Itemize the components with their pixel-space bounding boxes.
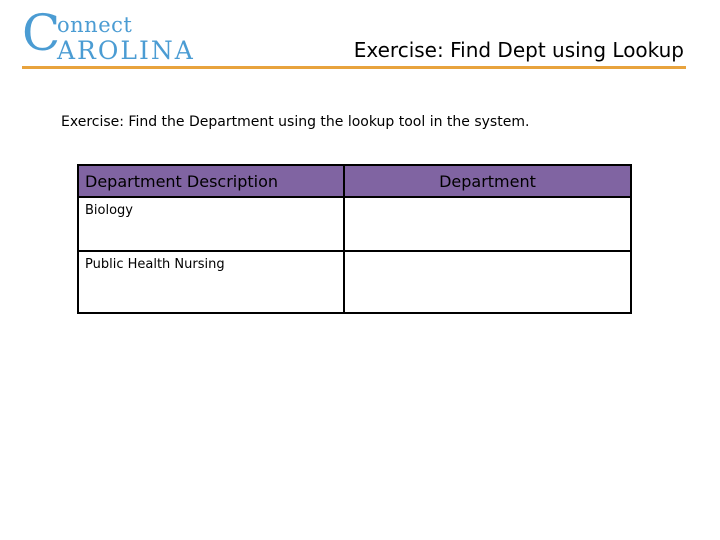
column-header-department-description: Department Description bbox=[78, 165, 344, 197]
exercise-instruction: Exercise: Find the Department using the lookup tool in the system. bbox=[61, 114, 530, 130]
department-table bbox=[77, 164, 632, 314]
cell-department bbox=[344, 251, 631, 313]
logo-connect-text: onnect bbox=[57, 13, 133, 37]
cell-department-description: Biology bbox=[78, 197, 344, 251]
cell-department-description: Public Health Nursing bbox=[78, 251, 344, 313]
connect-carolina-logo bbox=[22, 4, 222, 65]
column-header-department: Department bbox=[344, 165, 631, 197]
cell-department bbox=[344, 197, 631, 251]
logo-carolina-text: AROLINA bbox=[57, 36, 195, 65]
header-divider bbox=[22, 66, 686, 69]
slide-title: Exercise: Find Dept using Lookup bbox=[353, 38, 684, 62]
table-row bbox=[78, 197, 631, 251]
logo-letter-c: C bbox=[22, 4, 61, 62]
table-row bbox=[78, 251, 631, 313]
table-header-row bbox=[78, 165, 631, 197]
